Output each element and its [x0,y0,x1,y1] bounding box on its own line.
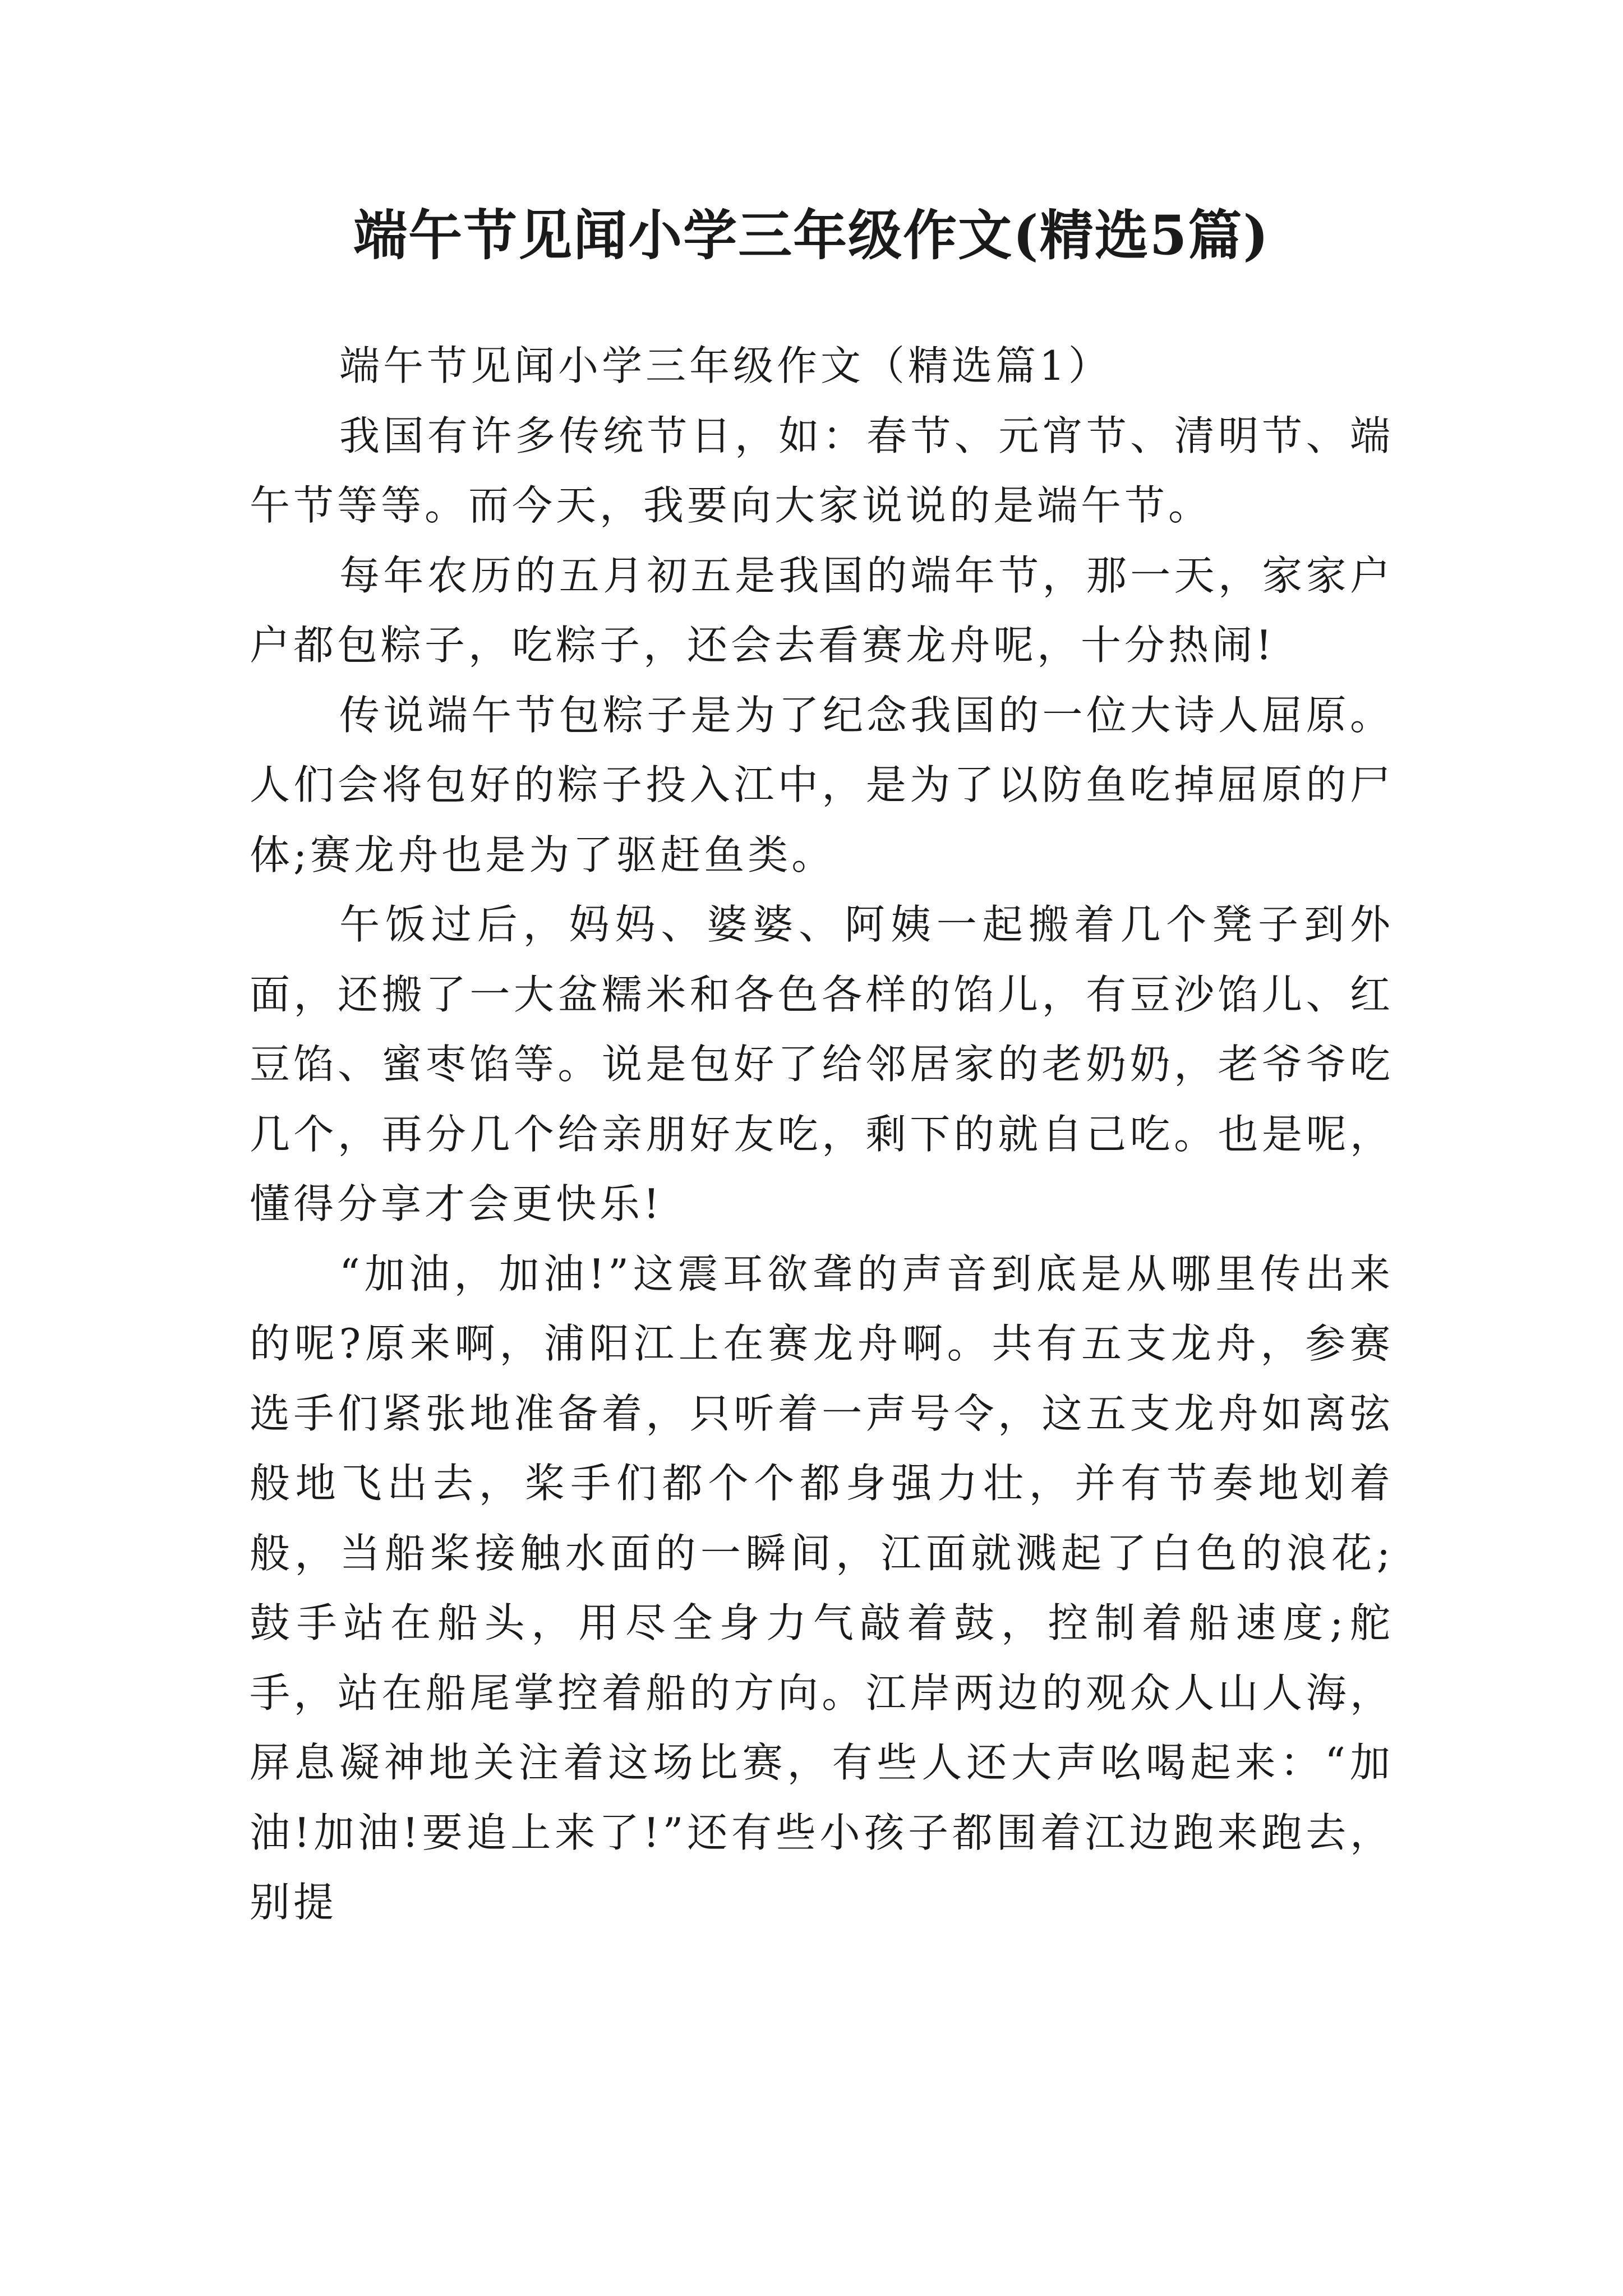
paragraph: 传说端午节包粽子是为了纪念我国的一位大诗人屈原。人们会将包好的粽子投入江中，是为了以防鱼吃掉屈原的尸体;赛龙舟也是为了驱赶鱼类。 [250,691,1394,878]
paragraph: 午饭过后，妈妈、婆婆、阿姨一起搬着几个凳子到外面，还搬了一大盆糯米和各色各样的馅儿，有豆沙馅儿、红豆馅、蜜枣馅等。说是包好了给邻居家的老奶奶，老爷爷吃几个，再分几个给亲朋好友吃，剩下的就自己吃。也是呢，懂得分享才会更快乐! [250,901,1394,1227]
document-body [250,331,1394,1938]
document-title: 端午节见闻小学三年级作文(精选5篇) [353,204,1270,267]
section-heading: 端午节见闻小学三年级作文（精选篇1） [339,342,1112,389]
paragraph: “加油，加油!”这震耳欲聋的声音到底是从哪里传出来的呢?原来啊，浦阳江上在赛龙舟啊。共有五支龙舟，参赛选手们紧张地准备着，只听着一声号令，这五支龙舟如离弦般地飞出去，桨手们都个个都身强力壮，并有节奏地划着般，当船桨接触水面的一瞬间，江面就溅起了白色的浪花;鼓手站在船头，用尽全身力气敲着鼓，控制着船速度;舵手，站在船尾掌控着船的方向。江岸两边的观众人山人海，屏息凝神地关注着这场比赛，有些人还大声吆喝起来：“加油!加油!要追上来了!”还有些小孩子都围着江边跑来跑去，别提 [250,1250,1394,1926]
paragraph: 每年农历的五月初五是我国的端年节，那一天，家家户户都包粽子，吃粽子，还会去看赛龙舟呢，十分热闹! [250,551,1394,669]
paragraph: 我国有许多传统节日，如：春节、元宵节、清明节、端午节等等。而今天，我要向大家说说的是端午节。 [250,412,1394,529]
